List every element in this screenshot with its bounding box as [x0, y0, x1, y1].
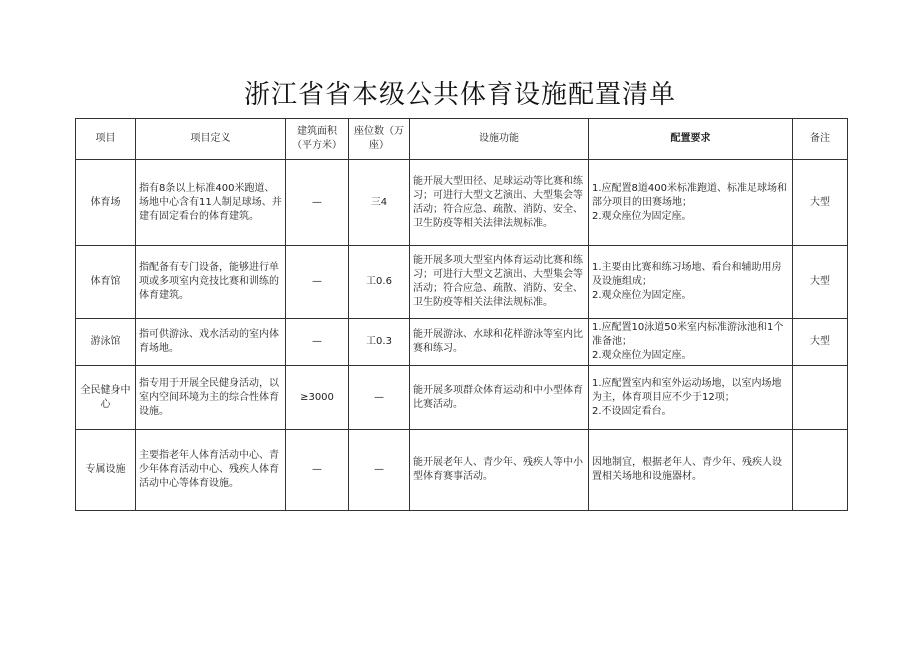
cell-area: —	[286, 246, 349, 319]
cell-area: ≥3000	[286, 366, 349, 430]
header-seats: 座位数（万座）	[349, 119, 410, 160]
cell-definition: 指可供游泳、戏水活动的室内体育场地。	[136, 319, 286, 366]
cell-note	[793, 430, 848, 511]
cell-seats: —	[349, 430, 410, 511]
cell-function: 能开展多项群众体育运动和中小型体育比赛活动。	[410, 366, 589, 430]
cell-function: 能开展游泳、水球和花样游泳等室内比赛和练习。	[410, 319, 589, 366]
cell-area: —	[286, 160, 349, 246]
cell-requirement: 1.应配置10泳道50米室内标准游泳池和1个准备池； 2.观众座位为固定座。	[589, 319, 793, 366]
cell-item: 体育场	[76, 160, 136, 246]
cell-note	[793, 366, 848, 430]
cell-definition: 指有8条以上标准400米跑道、场地中心含有11人制足球场、并建有固定看台的体育建筑。	[136, 160, 286, 246]
table-row	[76, 430, 848, 511]
cell-definition: 指配备有专门设备，能够进行单项或多项室内竞技比赛和训练的体育建筑。	[136, 246, 286, 319]
cell-item: 体育馆	[76, 246, 136, 319]
cell-definition: 主要指老年人体育活动中心、青少年体育活动中心、残疾人体育活动中心等体育设施。	[136, 430, 286, 511]
table-row	[76, 160, 848, 246]
header-note: 备注	[793, 119, 848, 160]
cell-requirement: 1.主要由比赛和练习场地、看台和辅助用房及设施组成； 2.观众座位为固定座。	[589, 246, 793, 319]
cell-item: 专属设施	[76, 430, 136, 511]
config-table	[75, 118, 848, 511]
table-row	[76, 319, 848, 366]
cell-seats: 工0.6	[349, 246, 410, 319]
cell-function: 能开展大型田径、足球运动等比赛和练习；可进行大型文艺演出、大型集会等活动；符合应急、疏散、消防、安全、卫生防疫等相关法律法规标准。	[410, 160, 589, 246]
cell-requirement: 1.应配置室内和室外运动场地，以室内场地为主，体育项目应不少于12项； 2.不设固定看台。	[589, 366, 793, 430]
header-area: 建筑面积（平方米）	[286, 119, 349, 160]
table-row	[76, 366, 848, 430]
cell-function: 能开展多项大型室内体育运动比赛和练习；可进行大型文艺演出、大型集会等活动；符合应急、疏散、消防、安全、卫生防疫等相关法律法规标准。	[410, 246, 589, 319]
cell-note: 大型	[793, 160, 848, 246]
cell-area: —	[286, 430, 349, 511]
cell-area: —	[286, 319, 349, 366]
header-function: 设施功能	[410, 119, 589, 160]
cell-item: 全民健身中心	[76, 366, 136, 430]
table-row	[76, 246, 848, 319]
cell-seats: 三4	[349, 160, 410, 246]
page-title: 浙江省省本级公共体育设施配置清单	[243, 80, 676, 110]
cell-note: 大型	[793, 246, 848, 319]
cell-item: 游泳馆	[76, 319, 136, 366]
cell-requirement: 因地制宜，根据老年人、青少年、残疾人设置相关场地和设施器材。	[589, 430, 793, 511]
header-item: 项目	[76, 119, 136, 160]
cell-requirement: 1.应配置8道400米标准跑道、标准足球场和部分项目的田赛场地； 2.观众座位为固定座。	[589, 160, 793, 246]
header-requirement: 配置要求	[589, 119, 793, 160]
header-definition: 项目定义	[136, 119, 286, 160]
cell-function: 能开展老年人、青少年、残疾人等中小型体育赛事活动。	[410, 430, 589, 511]
table-header-row	[76, 119, 848, 160]
cell-seats: —	[349, 366, 410, 430]
cell-seats: 工0.3	[349, 319, 410, 366]
cell-definition: 指专用于开展全民健身活动，以室内空间环境为主的综合性体育设施。	[136, 366, 286, 430]
cell-note: 大型	[793, 319, 848, 366]
